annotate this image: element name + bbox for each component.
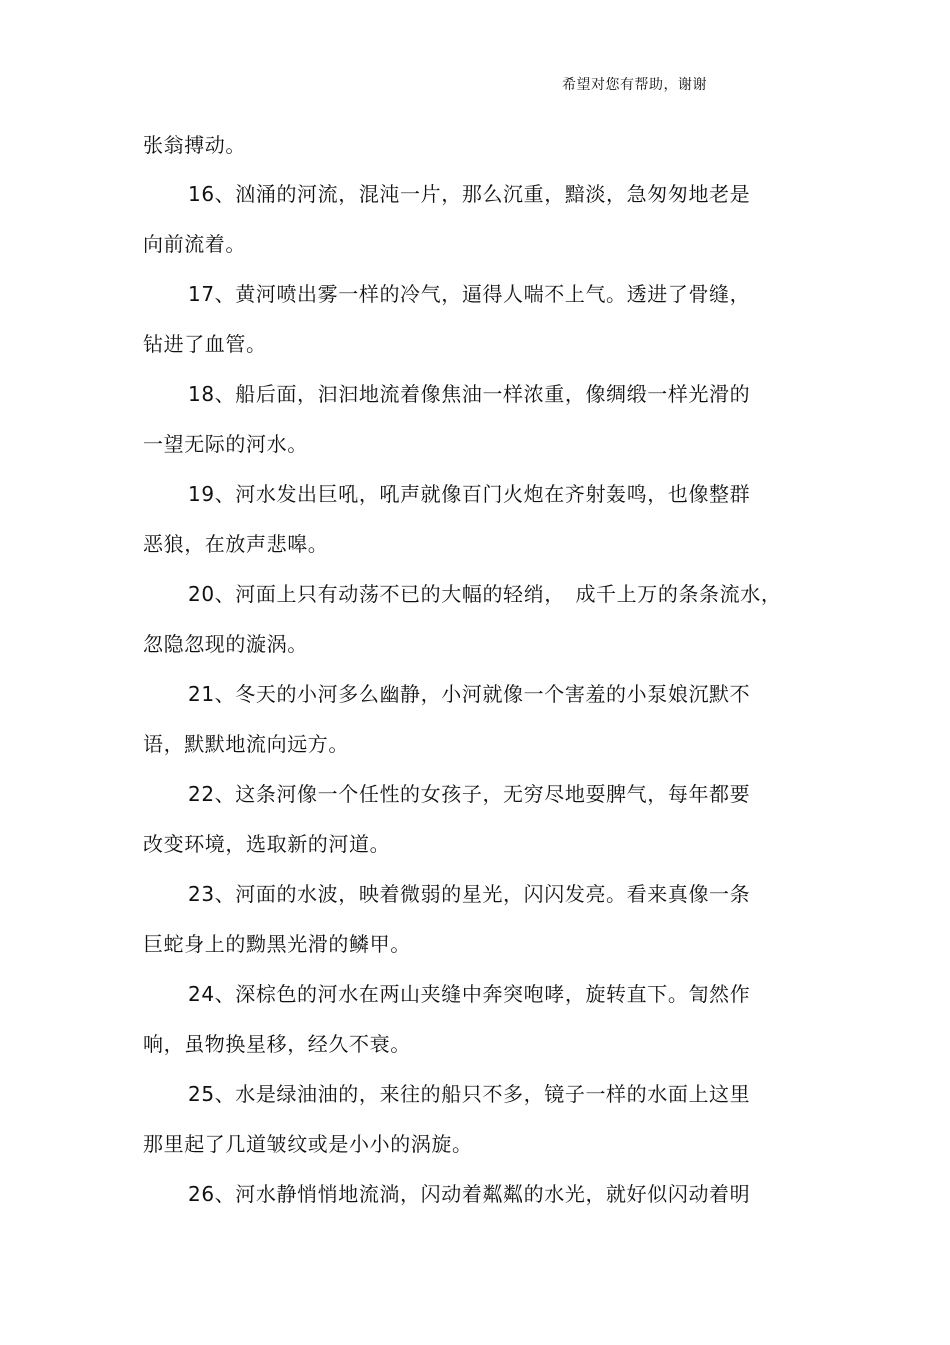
text-line: 24、深棕色的河水在两山夹缝中奔突咆哮，旋转直下。訇然作	[188, 982, 751, 1006]
text-line: 25、水是绿油油的，来往的船只不多，镜子一样的水面上这里	[188, 1082, 751, 1106]
page-header: 希望对您有帮助，谢谢	[562, 77, 707, 93]
text-line: 张翁搏动。	[143, 133, 246, 157]
text-line: 巨蛇身上的黝黑光滑的鳞甲。	[143, 932, 411, 956]
text-line: 语，默默地流向远方。	[143, 732, 349, 756]
text-line: 那里起了几道皱纹或是小小的涡旋。	[143, 1132, 473, 1156]
text-line: 恶狼，在放声悲嗥。	[143, 532, 329, 556]
text-line: 改变环境，选取新的河道。	[143, 832, 391, 856]
text-line: 19、河水发出巨吼，吼声就像百门火炮在齐射轰鸣，也像整群	[188, 482, 751, 506]
text-line: 22、这条河像一个任性的女孩子，无穷尽地耍脾气，每年都要	[188, 782, 751, 806]
text-line: 忽隐忽现的漩涡。	[143, 632, 308, 656]
text-line: 21、冬天的小河多么幽静，小河就像一个害羞的小泵娘沉默不	[188, 682, 751, 706]
text-line: 向前流着。	[143, 232, 246, 256]
text-line: 18、船后面，汩汩地流着像焦油一样浓重，像绸缎一样光滑的	[188, 382, 751, 406]
text-line: 钻进了血管。	[143, 332, 267, 356]
text-line: 16、汹涌的河流，混沌一片，那么沉重，黯淡，急匆匆地老是	[188, 182, 751, 206]
text-line: 响，虽物换星移，经久不衰。	[143, 1032, 411, 1056]
text-line: 17、黄河喷出雾一样的冷气，逼得人喘不上气。透进了骨缝，	[188, 282, 751, 306]
text-line: 23、河面的水波，映着微弱的星光，闪闪发亮。看来真像一条	[188, 882, 751, 906]
text-line: 一望无际的河水。	[143, 432, 308, 456]
text-line: 26、河水静悄悄地流淌，闪动着粼粼的水光，就好似闪动着明	[188, 1182, 751, 1206]
text-line: 20、河面上只有动荡不已的大幅的轻绡， 成千上万的条条流水，	[188, 582, 782, 606]
